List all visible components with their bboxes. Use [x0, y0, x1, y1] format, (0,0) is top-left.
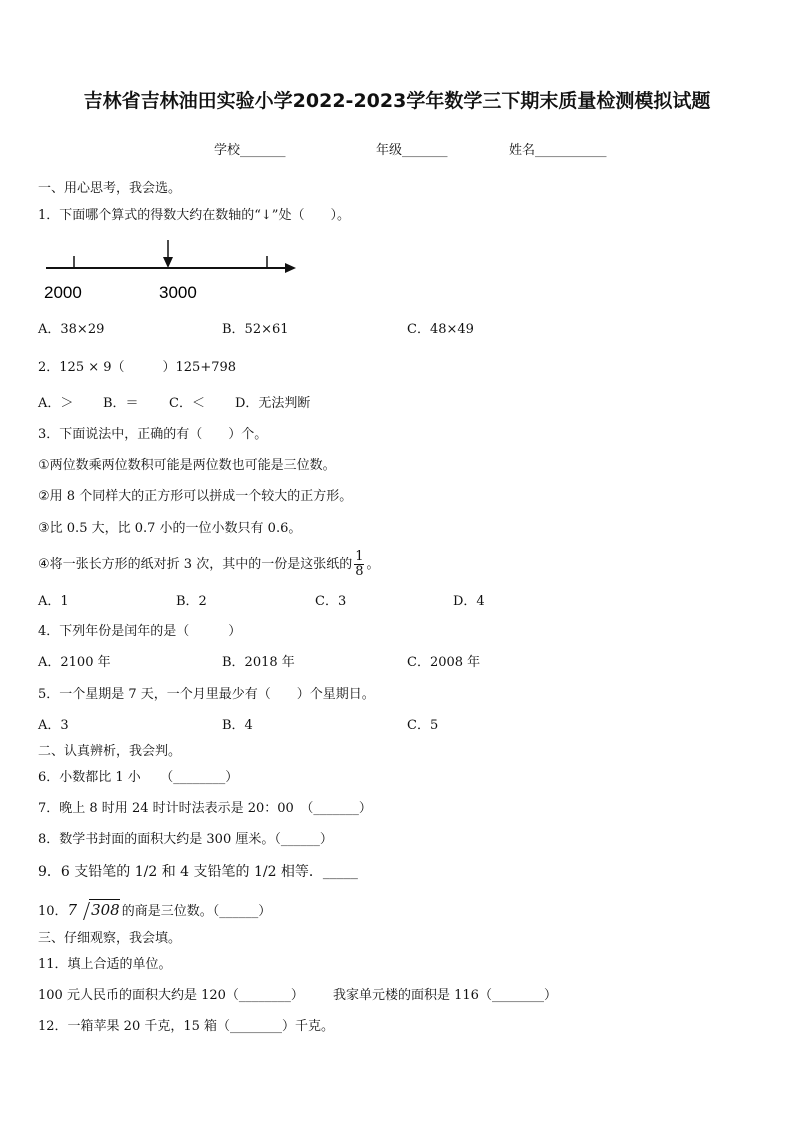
statement-tail-4: 。 [366, 557, 380, 572]
q2-option-d[interactable]: D．无法判断 [235, 396, 311, 411]
q4-option-c[interactable]: C．2008 年 [407, 655, 481, 670]
q2-stem-left: 2．125 × 9（ [38, 360, 125, 375]
fraction-denominator: 8 [355, 564, 364, 579]
school-label: 学校 [214, 143, 241, 158]
question-11-stem: 11．填上合适的单位。 [38, 957, 172, 972]
statement-text-1: 两位数乘两位数积可能是两位数也可能是三位数。 [49, 458, 336, 473]
q5-option-a[interactable]: A．3 [38, 718, 69, 733]
statement-mark-1: ① [38, 458, 50, 473]
down-arrow-icon [163, 257, 173, 268]
q2-option-a[interactable]: A．＞ [38, 396, 74, 411]
q11-part-right: 我家单元楼的面积是 116（________） [333, 988, 557, 1003]
q10-divisor: 7 [67, 901, 78, 919]
q1-option-a[interactable]: A．38×29 [38, 322, 105, 337]
axis-label-3000: 3000 [159, 283, 197, 302]
q4-option-b[interactable]: B．2018 年 [222, 655, 295, 670]
axis-arrowhead-icon [285, 263, 296, 273]
division-bracket-icon [77, 902, 90, 920]
name-field [509, 143, 607, 159]
name-label: 姓名 [509, 143, 536, 158]
q4-option-a[interactable]: A．2100 年 [38, 655, 111, 670]
question-8: 8．数学书封面的面积大约是 300 厘米。（______） [38, 832, 333, 847]
q3-statement-3 [38, 521, 301, 537]
statement-mark-2: ② [38, 489, 50, 504]
q3-option-c[interactable]: C．3 [315, 594, 347, 609]
q5-option-c[interactable]: C．5 [407, 718, 439, 733]
section-3-heading: 三、仔细观察，我会填。 [38, 931, 182, 946]
q2-option-b[interactable]: B．＝ [103, 396, 139, 411]
school-blank: _______ [240, 143, 286, 158]
q3-option-d[interactable]: D．4 [453, 594, 485, 609]
question-2-stem [38, 360, 236, 376]
grade-blank: _______ [402, 143, 448, 158]
fraction-numerator: 1 [355, 549, 364, 564]
number-line-figure [38, 236, 308, 306]
question-1-stem: 1．下面哪个算式的得数大约在数轴的“↓”处（ ）。 [38, 208, 350, 223]
q3-option-b[interactable]: B．2 [176, 594, 207, 609]
q2-stem-right: ）125+798 [162, 360, 237, 375]
statement-text-3: 比 0.5 大，比 0.7 小的一位小数只有 0.6。 [49, 521, 302, 536]
q3-statement-1 [38, 458, 336, 474]
section-1-heading: 一、用心思考，我会选。 [38, 181, 182, 196]
statement-text-4: 将一张长方形的纸对折 3 次，其中的一份是这张纸的 [49, 557, 353, 572]
section-2-heading: 二、认真辨析，我会判。 [38, 744, 182, 759]
question-9: 9．6 支铅笔的 1/2 和 4 支铅笔的 1/2 相等．_____ [38, 864, 358, 880]
school-field [214, 143, 286, 159]
q3-option-a[interactable]: A．1 [38, 594, 69, 609]
question-6: 6．小数都比 1 小 （________） [38, 770, 239, 785]
question-5-stem: 5．一个星期是 7 天，一个月里最少有（ ）个星期日。 [38, 687, 375, 702]
question-12: 12．一箱苹果 20 千克，15 箱（________）千克。 [38, 1019, 335, 1034]
q10-tail: 的商是三位数。（______） [121, 904, 272, 919]
exam-title: 吉林省吉林油田实验小学2022-2023学年数学三下期末质量检测模拟试题 [83, 90, 711, 112]
q1-option-b[interactable]: B．52×61 [222, 322, 289, 337]
question-7: 7．晚上 8 时用 24 时计时法表示是 20：00 （_______） [38, 801, 372, 816]
grade-label: 年级 [376, 143, 403, 158]
q3-statement-4 [38, 550, 380, 579]
fraction-one-eighth [354, 550, 364, 579]
q5-option-b[interactable]: B．4 [222, 718, 253, 733]
q3-statement-2 [38, 489, 352, 505]
q10-number: 10． [38, 904, 68, 919]
q1-option-c[interactable]: C．48×49 [407, 322, 474, 337]
q10-dividend: 308 [91, 901, 120, 919]
name-blank: ___________ [535, 143, 607, 158]
statement-mark-4: ④ [38, 557, 50, 572]
question-10 [38, 899, 271, 922]
q11-part-left: 100 元人民币的面积大约是 120（________） [38, 988, 304, 1003]
question-3-stem: 3．下面说法中，正确的有（ ）个。 [38, 427, 268, 442]
long-division-symbol [68, 899, 120, 920]
statement-mark-3: ③ [38, 521, 50, 536]
grade-field [376, 143, 448, 159]
question-4-stem: 4．下列年份是闰年的是（ ） [38, 624, 242, 639]
statement-text-2: 用 8 个同样大的正方形可以拼成一个较大的正方形。 [49, 489, 353, 504]
axis-label-2000: 2000 [44, 283, 82, 302]
q2-option-c[interactable]: C．＜ [169, 396, 205, 411]
